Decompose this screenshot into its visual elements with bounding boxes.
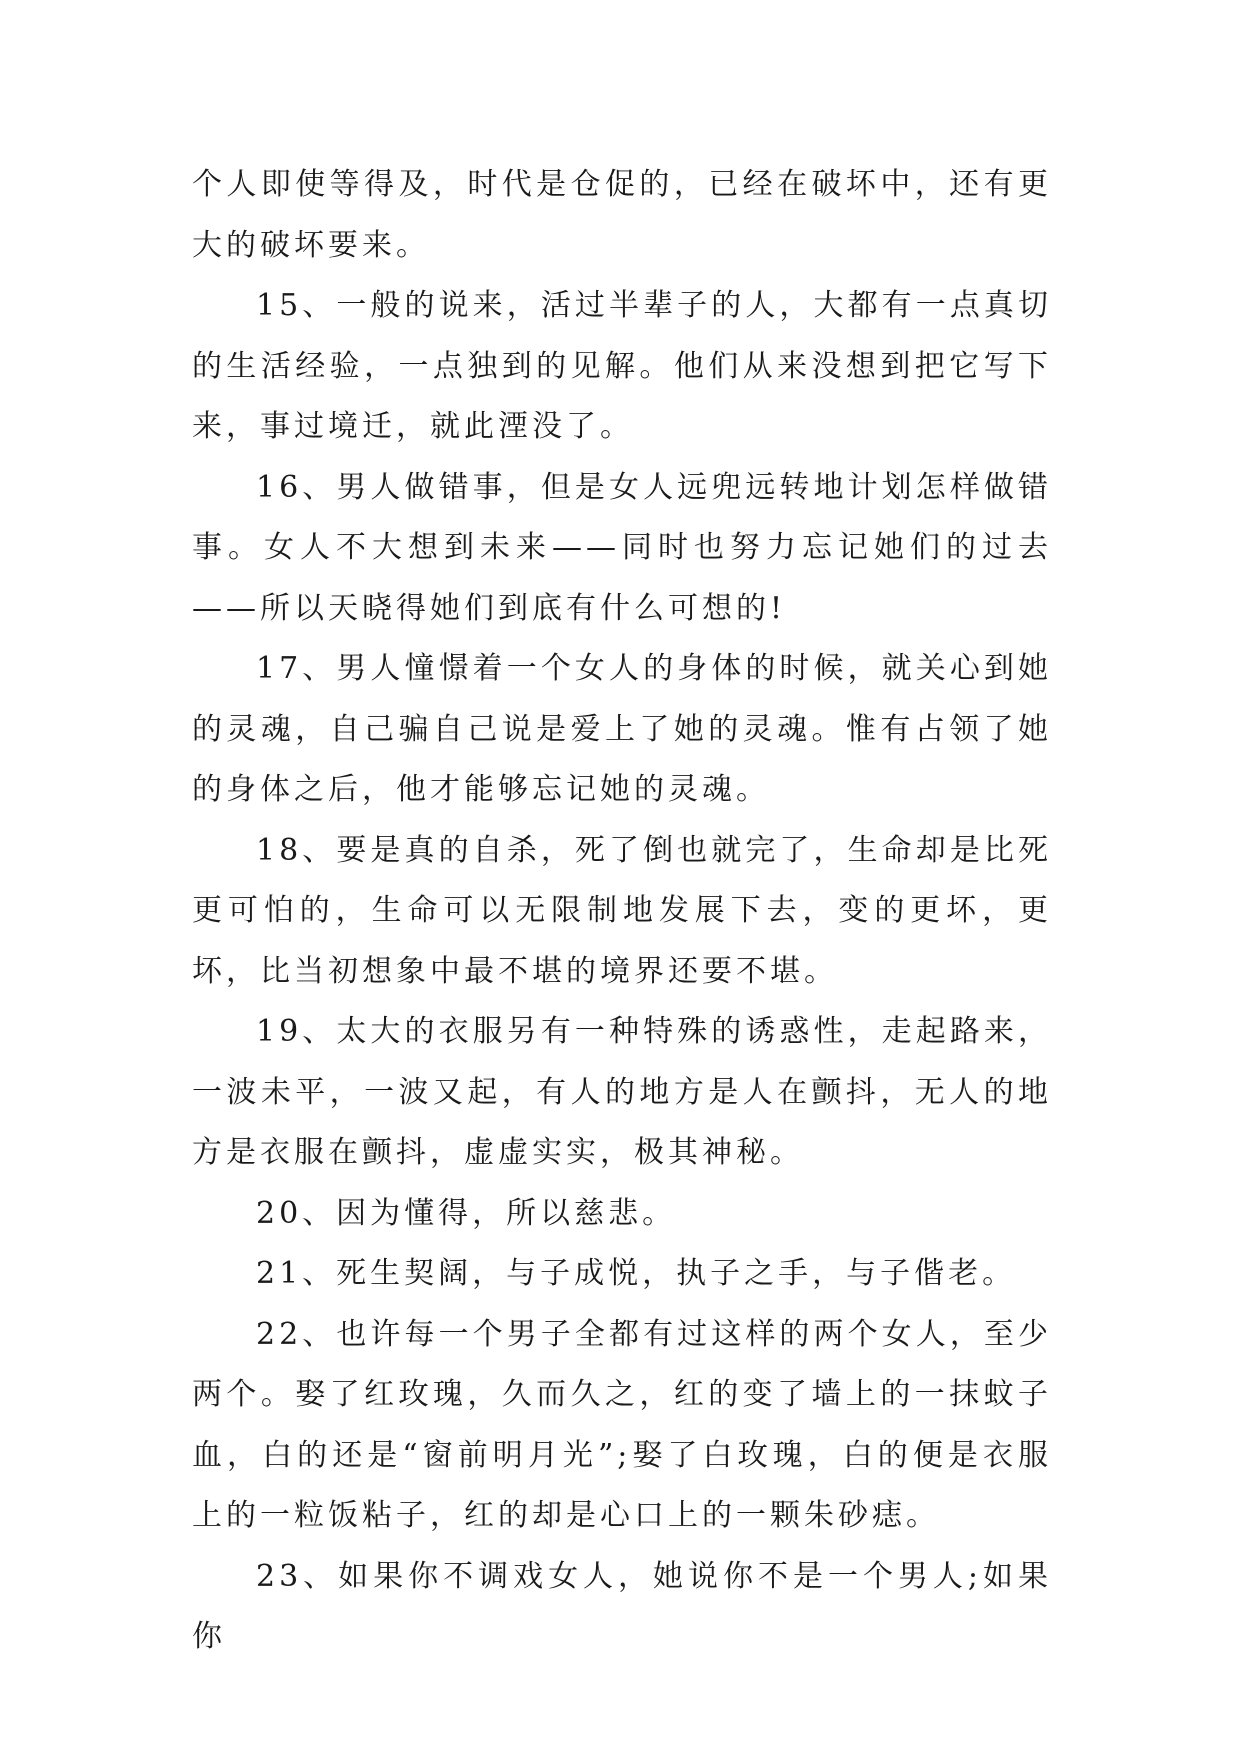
quote-23: 23、如果你不调戏女人，她说你不是一个男人;如果你 (192, 1558, 1052, 1654)
quote-19: 19、太大的衣服另有一种特殊的诱惑性，走起路来，一波未平，一波又起，有人的地方是人在颤抖，无人的地方是衣服在颤抖，虚虚实实，极其神秘。 (192, 1014, 1052, 1170)
quote-15: 15、一般的说来，活过半辈子的人，大都有一点真切的生活经验，一点独到的见解。他们从来没想到把它写下来，事过境迁，就此湮没了。 (192, 288, 1052, 444)
quote-16: 16、男人做错事，但是女人远兜远转地计划怎样做错事。女人不大想到未来——同时也努力忘记她们的过去——所以天晓得她们到底有什么可想的! (192, 469, 1052, 626)
quote-18: 18、要是真的自杀，死了倒也就完了，生命却是比死更可怕的，生命可以无限制地发展下去，变的更坏，更坏，比当初想象中最不堪的境界还要不堪。 (192, 832, 1052, 989)
paragraph-continuation: 个人即使等得及，时代是仓促的，已经在破坏中，还有更大的破坏要来。 (192, 167, 1052, 263)
quote-17: 17、男人憧憬着一个女人的身体的时候，就关心到她的灵魂，自己骗自己说是爱上了她的灵魂。惟有占领了她的身体之后，他才能够忘记她的灵魂。 (192, 651, 1052, 807)
quote-21: 21、死生契阔，与子成悦，执子之手，与子偕老。 (256, 1256, 1017, 1291)
document-body (192, 155, 1052, 1668)
quote-20: 20、因为懂得，所以慈悲。 (256, 1195, 677, 1231)
quote-22: 22、也许每一个男子全都有过这样的两个女人，至少两个。娶了红玫瑰，久而久之，红的变了墙上的一抹蚊子血，白的还是“窗前明月光”;娶了白玫瑰，白的便是衣服上的一粒饭粘子，红的却是心口上的一颗朱砂痣。 (192, 1316, 1052, 1533)
